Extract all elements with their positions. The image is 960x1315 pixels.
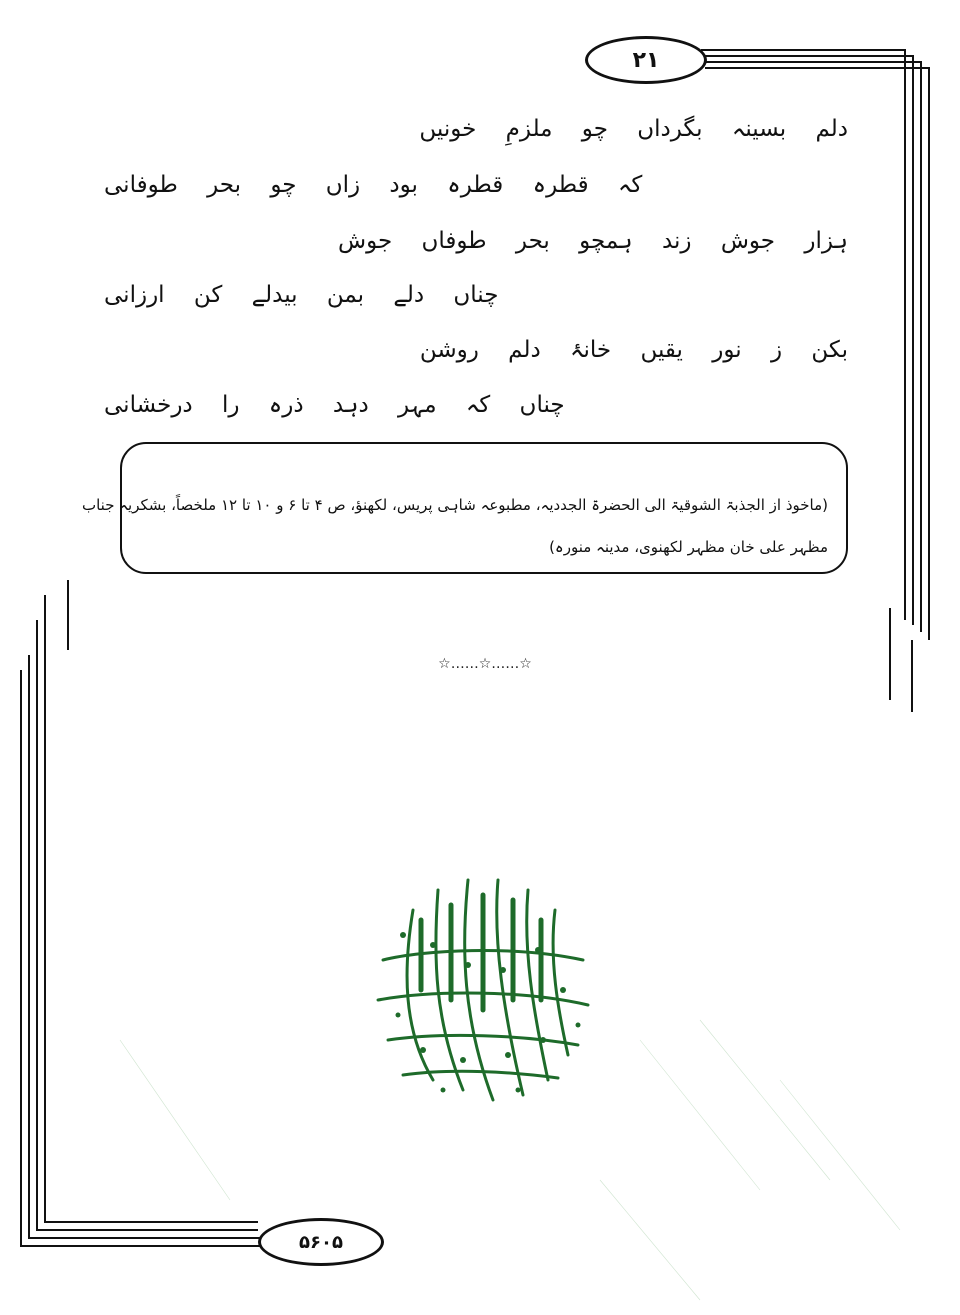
verse-line: چناں کہ مہر دہد ذرہ را درخشانی	[104, 392, 565, 418]
verse-line: دلم بسینہ بگرداں چو ملزمِ خونیں	[419, 116, 848, 142]
citation-line: مظہر علی خان مظہر لکھنوی، مدینہ منورہ)	[549, 538, 828, 556]
citation-box	[81, 442, 848, 574]
verse-line: ہزار جوش زند ہمچو بحر طوفاں جوش	[338, 228, 848, 254]
page-number-bottom: ۵۶۰۵	[258, 1218, 384, 1266]
star-divider: ☆……☆……☆	[438, 656, 532, 672]
citation-line: (ماخوذ از الجذبۃ الشوقیۃ الی الحضرۃ الجددیہ، مطبوعہ شاہی پریس، لکھنؤ، ص ۴ تا ۶ و ۱۰ تا ۱۲ ملخصاً، بشکریہ جناب	[81, 496, 828, 514]
verse-line: چناں دلے بمن بیدلے کن ارزانی	[104, 282, 499, 308]
verse-line: بکن ز نور یقیں خانۂ دلم روشن	[419, 337, 848, 363]
verse-line: کہ قطرہ قطرہ بود زاں چو بحر طوفانی	[104, 172, 643, 198]
page-number-top: ۲۱	[585, 36, 707, 84]
calligraphy-medallion-icon	[343, 850, 615, 1122]
